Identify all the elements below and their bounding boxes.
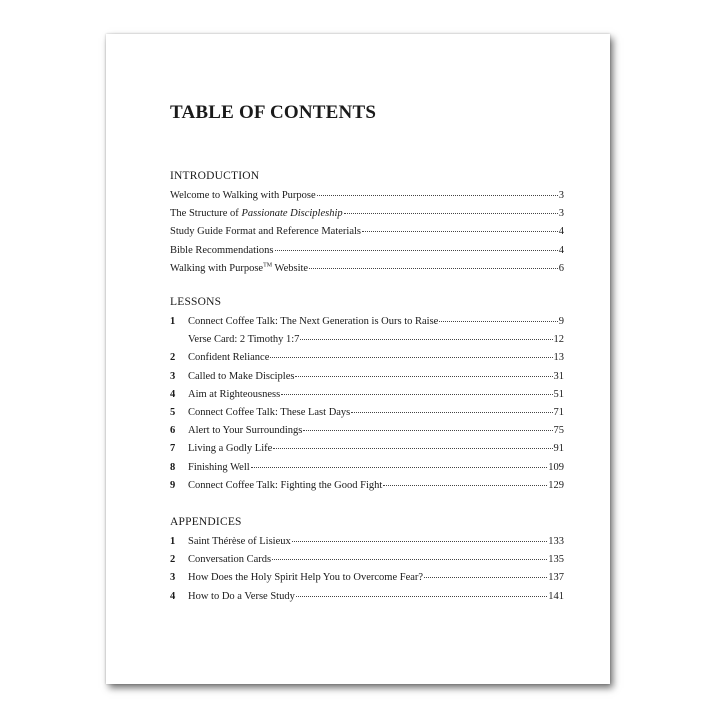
lesson-number: 6 — [170, 425, 176, 437]
toc-entry[interactable] — [170, 205, 564, 223]
dot-leader — [295, 376, 552, 377]
toc-entry-label: How to Do a Verse Study — [188, 590, 295, 602]
section-heading-lessons: LESSONS — [170, 296, 222, 308]
toc-entry[interactable] — [170, 588, 564, 606]
toc-entry-page: 31 — [553, 370, 564, 382]
dot-leader — [424, 577, 547, 578]
dot-leader — [272, 559, 547, 560]
toc-entry[interactable] — [170, 331, 564, 349]
toc-entry-label: Connect Coffee Talk: The Next Generation is Ours to Raise — [188, 316, 439, 327]
toc-entry[interactable] — [170, 313, 564, 331]
dot-leader — [273, 448, 552, 449]
lesson-number: 5 — [170, 406, 176, 418]
lesson-number: 9 — [170, 479, 176, 491]
toc-entry[interactable] — [170, 459, 564, 477]
toc-entry[interactable] — [170, 223, 564, 241]
toc-entry-label-suffix: Website — [272, 262, 309, 274]
toc-entry-page: 3 — [558, 208, 564, 220]
toc-entry-page: 13 — [553, 352, 564, 364]
toc-entry-label — [170, 260, 308, 278]
toc-entry-label-prefix: Walking with Purpose — [170, 262, 264, 274]
toc-entry[interactable] — [170, 349, 564, 367]
toc-entry-page: 91 — [553, 443, 564, 455]
toc-entry-page: 71 — [553, 406, 564, 418]
toc-entry-label: Saint Thérèse of Lisieux — [188, 536, 291, 547]
toc-entry-label: Bible Recommendations — [170, 244, 274, 256]
toc-entry-label: Alert to Your Surroundings — [188, 425, 303, 437]
dot-leader — [281, 394, 552, 395]
toc-entry-label: Connect Coffee Talk: Fighting the Good Fight — [188, 479, 383, 491]
appendices-section — [170, 514, 564, 606]
toc-entry-label: Living a Godly Life — [188, 443, 273, 455]
lesson-number: 2 — [170, 352, 176, 364]
toc-entry-page: 141 — [548, 590, 564, 602]
dot-leader — [300, 339, 552, 340]
dot-leader — [292, 541, 548, 542]
toc-entry-page: 51 — [553, 388, 564, 400]
toc-entry-page: 129 — [548, 479, 564, 491]
section-heading-appendices: APPENDICES — [170, 516, 242, 528]
toc-entry-page: 4 — [558, 244, 564, 256]
toc-entry-label: Welcome to Walking with Purpose — [170, 190, 316, 201]
toc-entry-page: 4 — [558, 226, 564, 238]
lesson-number: 1 — [170, 316, 176, 327]
trademark-mark: TM — [263, 262, 273, 269]
section-heading-introduction: INTRODUCTION — [170, 170, 260, 182]
toc-entry[interactable] — [170, 422, 564, 440]
dot-leader — [317, 195, 558, 196]
toc-entry-page: 109 — [548, 461, 564, 473]
dot-leader — [344, 213, 558, 214]
toc-entry[interactable] — [170, 533, 564, 551]
toc-entry-label-italic: Passionate Discipleship — [241, 208, 343, 220]
dot-leader — [275, 250, 558, 251]
toc-entry-label: Connect Coffee Talk: These Last Days — [188, 406, 351, 418]
dot-leader — [251, 467, 548, 468]
toc-entry-label: Finishing Well — [188, 461, 250, 473]
toc-entry-label: How Does the Holy Spirit Help You to Overcome Fear? — [188, 572, 424, 584]
lesson-number: 8 — [170, 461, 176, 473]
toc-entry-page: 75 — [553, 425, 564, 437]
toc-entry-page: 12 — [553, 334, 564, 346]
toc-entry[interactable] — [170, 551, 564, 569]
dot-leader — [383, 485, 547, 486]
lessons-section — [170, 294, 564, 495]
toc-entry-page: 137 — [548, 572, 564, 584]
toc-entry[interactable] — [170, 404, 564, 422]
toc-entry-label: Aim at Righteousness — [188, 388, 281, 400]
toc-entry-label: Conversation Cards — [188, 554, 272, 566]
toc-entry[interactable] — [170, 187, 564, 205]
toc-entry-page: 133 — [548, 536, 564, 547]
toc-entry[interactable] — [170, 386, 564, 404]
toc-entry[interactable] — [170, 260, 564, 278]
document-page — [106, 34, 610, 684]
toc-entry-label: Verse Card: 2 Timothy 1:7 — [188, 334, 300, 346]
dot-leader — [303, 430, 552, 431]
dot-leader — [439, 321, 557, 322]
toc-entry[interactable] — [170, 440, 564, 458]
appendix-number: 2 — [170, 554, 176, 566]
toc-entry-label — [170, 205, 343, 223]
dot-leader — [351, 412, 552, 413]
toc-entry[interactable] — [170, 569, 564, 587]
appendix-number: 4 — [170, 590, 176, 602]
toc-entry-label: Study Guide Format and Reference Materials — [170, 226, 361, 238]
dot-leader — [309, 268, 558, 269]
toc-entry[interactable] — [170, 242, 564, 260]
toc-entry-label: Confident Reliance — [188, 352, 270, 364]
dot-leader — [270, 357, 552, 358]
toc-entry-page: 3 — [558, 190, 564, 201]
toc-entry-page: 9 — [558, 316, 564, 327]
toc-entry-page: 6 — [558, 262, 564, 274]
dot-leader — [296, 596, 547, 597]
toc-entry-label-prefix: The Structure of — [170, 208, 242, 220]
toc-entry[interactable] — [170, 477, 564, 495]
lesson-number: 3 — [170, 370, 176, 382]
toc-entry[interactable] — [170, 368, 564, 386]
lesson-number: 4 — [170, 388, 176, 400]
appendix-number: 3 — [170, 572, 176, 584]
dot-leader — [362, 231, 558, 232]
appendix-number: 1 — [170, 536, 176, 547]
lesson-number: 7 — [170, 443, 176, 455]
page-title: TABLE OF CONTENTS — [170, 102, 377, 123]
toc-entry-label: Called to Make Disciples — [188, 370, 295, 382]
toc-entry-page: 135 — [548, 554, 564, 566]
introduction-section — [170, 168, 564, 278]
